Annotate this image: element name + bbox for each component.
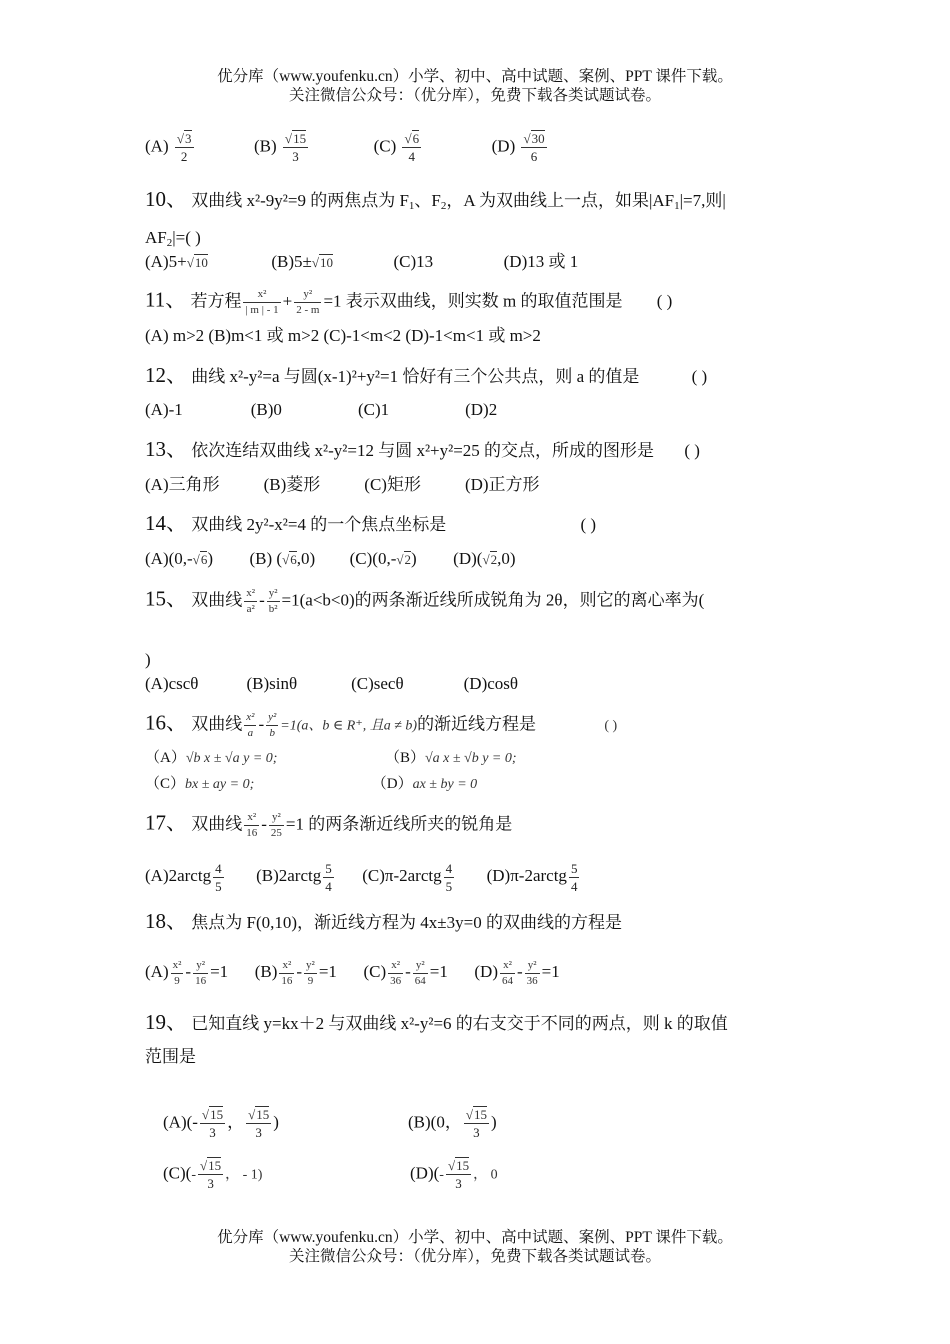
q15-stem: [145, 586, 704, 617]
q19-opt-b: (B)(0， $\frac{√15}{3}$ ): [408, 1107, 497, 1140]
q16-pre: 双曲线: [191, 714, 243, 734]
q13-options: [145, 474, 540, 496]
q11-pre: 若方程: [190, 291, 242, 311]
q12-number: 12、: [145, 363, 187, 387]
q14-opt-a: (A)(0,-√6): [145, 549, 213, 568]
q15-minus: -: [259, 590, 265, 610]
q17-stem: [145, 810, 512, 841]
q18-opt-d: (D) $\frac{\text{x²}}{64}$ - $\frac{\text{y²}}{36}$ =1: [474, 959, 560, 987]
q16-minus: -: [258, 714, 265, 734]
q13-opt-c: (C)矩形: [364, 475, 421, 494]
q16-options-row-2: [145, 773, 477, 796]
q10-line2-a: AF: [145, 228, 167, 247]
q16-frac-1: $\frac{\text{x²}}{a}$: [246, 711, 255, 739]
q19-stem-cont: 范围是: [145, 1047, 196, 1066]
q16-number: 16、: [145, 710, 187, 735]
q18-stem: [145, 910, 622, 934]
q14-answer-paren: ( ): [580, 515, 597, 534]
q19-opt-c: (C)(- $\frac{√15}{3}$ ， - 1): [163, 1158, 263, 1191]
q10-stem-cont: [145, 227, 201, 254]
q15-opt-c: (C)secθ: [351, 674, 404, 693]
q13-opt-d: (D)正方形: [464, 475, 540, 494]
q14-opt-d: (D)(√2,0): [453, 549, 516, 568]
q12-options: [145, 399, 497, 421]
q14-stem: [145, 512, 596, 536]
q19-opt-d: (D)(- $\frac{√15}{3}$ ， 0: [410, 1158, 498, 1191]
q17-post: =1 的两条渐近线所夹的锐角是: [285, 814, 513, 834]
q9-opt-d-label: (D): [491, 136, 516, 156]
page-footer: [0, 1228, 950, 1266]
q16-opt-a: √b x ± √a y = 0;: [185, 751, 278, 766]
q17-opt-a: (A)2arctg $\frac{4}{5}$: [145, 861, 222, 894]
q16-post: 的渐近线方程是: [417, 714, 537, 734]
q17-opt-c: (C)π-2arctg $\frac{4}{5}$: [362, 861, 453, 894]
q11-frac-2: $\frac{\text{y²}}{2 - m}$: [296, 288, 320, 316]
q15-opt-d: (D)cosθ: [463, 674, 519, 693]
header-line-2: 关注微信公众号：（优分库），免费下载各类试题试卷。: [288, 87, 661, 104]
q16-opt-d-label: （D）: [371, 776, 413, 792]
q11-number: 11、: [145, 287, 187, 312]
q10-sub-2: 2: [440, 200, 447, 212]
q18-opt-b: (B) $\frac{\text{x²}}{16}$ - $\frac{\text{y²}}{9}$ =1: [254, 959, 337, 987]
q9-opt-c-value: $\frac{√6}{4}$: [404, 131, 420, 164]
q14-number: 14、: [145, 511, 187, 535]
q16-opt-d: ax ± by = 0: [412, 777, 478, 792]
q16-opt-c-label: （C）: [145, 776, 186, 792]
q17-opt-b: (B)2arctg $\frac{5}{4}$: [256, 861, 332, 894]
q13-answer-paren: ( ): [684, 441, 700, 460]
q9-opt-a-label: (A): [145, 136, 169, 156]
q13-text: 依次连结双曲线 x²-y²=12 与圆 x²+y²=25 的交点，所成的图形是: [191, 441, 655, 460]
q15-frac-2: $\frac{\text{y²}}{\text{b²}}$: [268, 587, 278, 615]
q15-frac-1: $\frac{\text{x²}}{\text{a²}}$: [246, 587, 256, 615]
q10-stem: [145, 188, 726, 217]
q10-line2-b: |=( ): [172, 228, 201, 247]
q9-opt-b-label: (B): [254, 136, 277, 156]
q17-number: 17、: [145, 810, 187, 835]
q10-sep: 、F: [414, 191, 441, 210]
q10-text-a: 双曲线 x²-9y²=9 的两焦点为 F: [191, 191, 409, 210]
q9-options: [145, 130, 549, 165]
q10-text-b: ，A 为双曲线上一点，如果|AF: [446, 191, 675, 210]
q11-options: (A) m>2 (B)m<1 或 m>2 (C)-1<m<2 (D)-1<m<1 或 m>2: [145, 326, 541, 345]
q12-stem: [145, 364, 707, 388]
q11-stem: [145, 287, 672, 318]
q12-opt-b: (B)0: [250, 400, 282, 419]
page-header: [0, 67, 950, 105]
q10-text-c: |=7,则|: [679, 191, 726, 210]
q10-opt-c: (C)13: [393, 252, 434, 271]
q13-number: 13、: [145, 437, 187, 461]
q17-options: [145, 860, 581, 895]
q16-stem: [145, 710, 617, 741]
q11-frac-1: $\frac{\text{x²}}{| m | - 1}$: [245, 288, 279, 316]
q9-opt-a-value: $\frac{√3}{2}$: [176, 131, 192, 164]
q12-opt-a: (A)-1: [145, 400, 183, 419]
q17-minus: -: [261, 814, 267, 834]
q13-opt-a: (A)三角形: [145, 475, 220, 494]
q19-number: 19、: [145, 1010, 187, 1034]
q17-frac-1: $\frac{\text{x²}}{16}$: [246, 811, 258, 839]
q12-text: 曲线 x²-y²=a 与圆(x-1)²+y²=1 恰好有三个公共点，则 a 的值是: [191, 367, 640, 386]
q11-plus: +: [282, 291, 293, 311]
q18-options: [145, 958, 560, 989]
q9-opt-c-label: (C): [373, 136, 397, 156]
q10-line2-sub: 2: [166, 237, 173, 249]
q15-number: 15、: [145, 586, 187, 611]
q12-answer-paren: ( ): [691, 367, 708, 386]
q14-options: [145, 548, 516, 571]
q15-opt-b: (B)sinθ: [246, 674, 298, 693]
q16-opt-b-label: （B）: [384, 750, 425, 766]
q15-options: [145, 673, 518, 695]
footer-line-2: 关注微信公众号：（优分库），免费下载各类试题试卷。: [288, 1248, 661, 1265]
q16-options-row-1: [145, 747, 517, 770]
footer-line-1: 优分库（www.youfenku.cn）小学、初中、高中试题、案例、PPT 课件下载。: [217, 1229, 733, 1246]
q13-opt-b: (B)菱形: [263, 475, 321, 494]
q10-opt-b: (B)5±√10: [271, 252, 333, 271]
q16-opt-a-label: （A）: [145, 750, 186, 766]
q9-opt-d-value: $\frac{√30}{6}$: [523, 131, 545, 164]
q16-answer-paren: ( ): [604, 718, 618, 734]
q19-text: 已知直线 y=kx＋2 与双曲线 x²-y²=6 的右支交于不同的两点，则 k 的取值: [191, 1014, 728, 1033]
q17-frac-2: $\frac{\text{y²}}{25}$: [270, 811, 282, 839]
header-line-1: 优分库（www.youfenku.cn）小学、初中、高中试题、案例、PPT 课件下载。: [217, 68, 733, 85]
q16-opt-b: √a x ± √b y = 0;: [424, 751, 517, 766]
q15-post: =1(a<b<0)的两条渐近线所成锐角为 2θ，则它的离心率为(: [281, 590, 705, 610]
q15-wrap: ): [145, 650, 151, 669]
q10-sub-1: 1: [408, 200, 415, 212]
q14-text: 双曲线 2y²-x²=4 的一个焦点坐标是: [191, 515, 447, 534]
q10-opt-a: (A)5+√10: [145, 252, 208, 271]
q19-stem: [145, 1011, 728, 1035]
q14-opt-b: (B) (√6,0): [249, 549, 316, 568]
q14-opt-c: (C)(0,-√2): [349, 549, 417, 568]
q10-sub-3: 1: [674, 200, 680, 212]
q13-stem: [145, 438, 700, 462]
q15-opt-a: (A)cscθ: [145, 674, 199, 693]
q17-opt-d: (D)π-2arctg $\frac{5}{4}$: [486, 861, 578, 894]
q16-condition: =1(a、b ∈ R⁺, 且a ≠ b): [280, 718, 418, 734]
q18-opt-a: (A) $\frac{\text{x²}}{9}$ - $\frac{\text{y²}}{16}$ =1: [145, 959, 229, 987]
q10-number: 10、: [145, 187, 187, 211]
q9-opt-b-value: $\frac{√15}{3}$: [284, 131, 307, 164]
q10-opt-d: (D)13 或 1: [503, 252, 579, 271]
q18-opt-c: (C) $\frac{\text{x²}}{36}$ - $\frac{\text{y²}}{64}$ =1: [363, 959, 448, 987]
q18-text: 焦点为 F(0,10)，渐近线方程为 4x±3y=0 的双曲线的方程是: [191, 913, 622, 932]
q11-answer-paren: ( ): [656, 291, 673, 311]
q16-opt-c: bx ± ay = 0;: [185, 777, 255, 792]
q15-pre: 双曲线: [191, 590, 243, 610]
q11-post: =1 表示双曲线，则实数 m 的取值范围是: [323, 291, 623, 311]
q17-pre: 双曲线: [191, 814, 243, 834]
q19-opt-a: (A)(- $\frac{√15}{3}$ ， $\frac{√15}{3}$ ): [163, 1107, 279, 1140]
q12-opt-d: (D)2: [465, 400, 498, 419]
q12-opt-c: (C)1: [357, 400, 390, 419]
q10-options: [145, 251, 578, 274]
q18-number: 18、: [145, 909, 187, 933]
q16-frac-2: $\frac{\text{y²}}{b}$: [268, 711, 277, 739]
